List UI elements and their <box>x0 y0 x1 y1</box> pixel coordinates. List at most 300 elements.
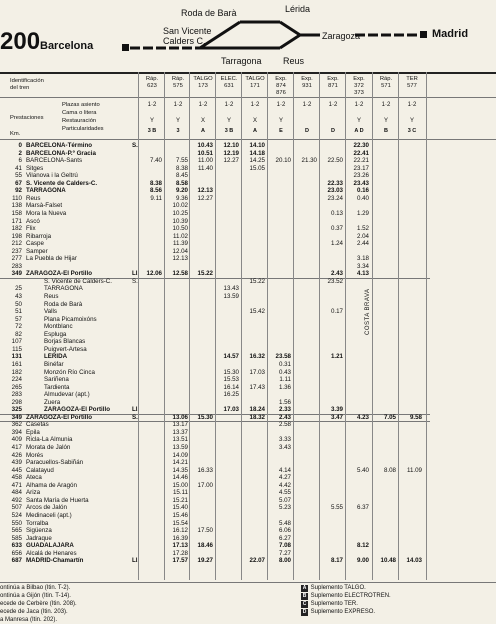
row-time: 23.52 <box>327 277 343 285</box>
row-time: 12.04 <box>172 247 188 255</box>
row-time: 1.11 <box>279 376 291 384</box>
row-km: 110 <box>12 194 22 202</box>
row-time: 4.23 <box>356 413 369 421</box>
km-label: Km. <box>10 131 21 137</box>
row-km: 161 <box>11 360 22 368</box>
row-km: 57 <box>15 315 22 323</box>
row-time: 15.30 <box>223 368 239 376</box>
row-time: 14.25 <box>249 157 265 165</box>
row-km: 550 <box>11 519 22 527</box>
row-station: Alhama de Aragón <box>26 481 77 489</box>
row-time: 23.26 <box>353 172 369 180</box>
row-time: 1.56 <box>278 398 291 406</box>
row-km: 585 <box>11 534 22 542</box>
row-time: 3.39 <box>330 406 343 414</box>
row-time: 12.13 <box>172 255 188 263</box>
row-time: 17.43 <box>249 383 265 391</box>
row-time: 12.13 <box>197 187 213 195</box>
row-time: 16.33 <box>197 466 213 474</box>
row-station: MADRID-Chamartín <box>26 557 84 565</box>
train-particularities: 3 B <box>147 128 157 134</box>
row-station: La Puebla de Hijar <box>26 255 77 263</box>
row-km: 524 <box>11 511 22 519</box>
train-type: Ráp. <box>171 76 185 82</box>
row-time: 9.58 <box>409 413 422 421</box>
row-station: Ariza <box>26 489 41 497</box>
via-san-vicente: San Vicente <box>163 26 212 36</box>
prestaciones-label: Prestaciones <box>10 115 44 121</box>
row-km: 171 <box>11 217 22 225</box>
row-time: 10.25 <box>172 209 188 217</box>
row-time: 18.32 <box>249 413 265 421</box>
destination-label: Madrid <box>432 28 469 40</box>
row-station: Marsà-Falset <box>26 202 63 210</box>
train-particularities: B <box>384 128 388 134</box>
row-time: 19.27 <box>197 557 213 565</box>
row-km: 417 <box>11 444 22 451</box>
supplement-symbol-icon: D <box>302 609 307 615</box>
row-km: 138 <box>11 202 22 210</box>
train-catering: X <box>200 118 205 124</box>
row-time: 16.25 <box>223 391 239 399</box>
row-time: 8.12 <box>356 542 369 550</box>
column-rule <box>138 72 139 580</box>
row-time: 14.03 <box>406 557 422 565</box>
row-station: Alcalá de Henares <box>26 549 77 557</box>
row-time: 2.43 <box>278 413 291 421</box>
footnote-right <box>300 600 358 608</box>
row-time: 3.43 <box>278 444 291 451</box>
row-station: Ateca <box>26 474 42 482</box>
row-station: Puigvert-Artesa <box>44 345 87 353</box>
row-km: 198 <box>11 232 22 240</box>
row-station: Sariñena <box>44 376 69 384</box>
row-km: 82 <box>15 330 22 338</box>
row-time: 10.39 <box>172 217 188 225</box>
row-km: 182 <box>11 368 22 376</box>
row-time: 14.10 <box>249 142 265 149</box>
train-seats: 1·2 <box>198 102 208 108</box>
row-km: 72 <box>15 323 22 331</box>
row-time: 11.02 <box>172 232 188 240</box>
train-number: 171 <box>250 83 260 89</box>
row-time: 14.35 <box>172 466 188 474</box>
row-km: 349 <box>11 413 22 421</box>
row-station: Ribarroja <box>26 232 52 240</box>
row-time: 12.06 <box>146 270 162 278</box>
footnote-left: a Manresa (Itin. 202). <box>0 617 58 623</box>
row-station: Casetas <box>26 421 49 429</box>
row-time: 8.56 <box>149 187 162 195</box>
table-number: 200 <box>0 28 41 55</box>
row-time: 23.03 <box>327 187 343 195</box>
row-station: Calatayud <box>26 466 54 474</box>
row-station: Reus <box>44 293 59 300</box>
column-rule <box>189 72 190 580</box>
row-km: 55 <box>15 172 22 180</box>
train-type: TALGO <box>193 76 213 82</box>
row-time: 18.24 <box>249 406 265 414</box>
column-rule <box>398 72 399 580</box>
row-km: 445 <box>11 466 22 474</box>
service-label-catering: Restauración <box>62 118 97 124</box>
train-seats: 1·2 <box>381 102 391 108</box>
footnote-right <box>300 592 391 600</box>
row-station: BARCELONA-P.º Gracia <box>26 149 96 157</box>
train-seats: 1·2 <box>302 102 312 108</box>
train-number: 577 <box>407 83 417 89</box>
row-time: 4.55 <box>278 489 291 497</box>
train-number: 575 <box>173 83 183 89</box>
row-time: 14.46 <box>172 474 188 482</box>
footnote-left: ontinúa a Gijón (Itin. T-14). <box>0 593 71 599</box>
train-type: TALGO <box>245 76 265 82</box>
row-time: 15.11 <box>172 489 188 497</box>
row-time: 23.58 <box>275 353 291 361</box>
row-time: 6.27 <box>278 534 291 542</box>
header-rule-bottom <box>0 139 496 140</box>
row-time: 22.07 <box>249 557 265 565</box>
train-seats: 1·2 <box>354 102 364 108</box>
row-time: 1.29 <box>356 209 369 217</box>
row-time: 9.36 <box>175 194 188 202</box>
supplement-symbol-icon: A <box>302 585 307 591</box>
row-km: 41 <box>15 164 22 172</box>
train-number: 372 373 <box>354 83 364 96</box>
row-km: 92 <box>15 187 22 195</box>
row-time: 7.55 <box>175 157 188 165</box>
train-catering: Y <box>175 118 180 124</box>
row-time: 17.00 <box>197 481 213 489</box>
service-label-sleeper: Cama o litera <box>62 110 97 116</box>
row-km: 224 <box>11 376 22 384</box>
row-km: 362 <box>11 421 22 429</box>
row-time: 0.43 <box>278 368 291 376</box>
row-time: 22.50 <box>327 157 343 165</box>
row-km: 0 <box>18 142 22 149</box>
row-km: 67 <box>15 179 22 187</box>
row-station: Montblanc <box>44 323 73 331</box>
row-station: Reus <box>26 194 41 202</box>
row-time: 4.14 <box>278 466 291 474</box>
row-time: 8.00 <box>278 557 291 565</box>
via-roda: Roda de Barà <box>181 8 237 18</box>
row-time: 3.34 <box>356 262 369 270</box>
row-station: Torralba <box>26 519 49 527</box>
row-time: 14.21 <box>172 459 188 467</box>
row-time: 23.17 <box>353 164 369 172</box>
row-time: 3.47 <box>330 413 343 421</box>
row-time: 13.43 <box>223 285 239 293</box>
row-marker: S. <box>132 142 138 149</box>
row-time: 0.16 <box>356 187 369 195</box>
row-time: 13.17 <box>172 421 188 429</box>
train-particularities: E <box>279 128 283 134</box>
train-number: 173 <box>198 83 208 89</box>
train-number: 631 <box>224 83 234 89</box>
via-calders: Calders C. <box>163 36 206 46</box>
origin-label: Barcelona <box>40 40 94 52</box>
row-time: 1.24 <box>330 240 343 248</box>
footer-rule <box>0 582 496 583</box>
row-time: 11.40 <box>197 164 213 172</box>
train-seats: 1·2 <box>147 102 157 108</box>
row-time: 16.14 <box>223 383 239 391</box>
row-time: 10.02 <box>172 202 188 210</box>
row-km: 51 <box>15 308 22 316</box>
costa-brava-note: COSTA BRAVA <box>365 288 371 335</box>
row-station: Morata de Jalón <box>26 444 71 451</box>
supplement-symbol-icon: C <box>302 601 307 607</box>
supplement-text: Suplemento EXPRESO. <box>309 609 376 615</box>
row-time: 10.48 <box>380 557 396 565</box>
row-station: Caspe <box>26 240 44 248</box>
row-station: Monzón Río Cinca <box>44 368 95 376</box>
train-catering: Y <box>356 118 361 124</box>
row-km: 50 <box>15 300 22 308</box>
footnote-left: ecede de Cerbère (Itin. 208). <box>0 601 77 607</box>
row-time: 13.06 <box>172 413 188 421</box>
row-station: Jadraque <box>26 534 52 542</box>
column-rule <box>426 72 427 580</box>
row-station: LÉRIDA <box>44 353 68 361</box>
train-number: 871 <box>328 83 338 89</box>
row-time: 10.51 <box>197 149 213 157</box>
footnote-right <box>300 584 366 592</box>
row-time: 1.21 <box>330 353 343 361</box>
row-time: 7.05 <box>383 413 396 421</box>
train-catering: Y <box>226 118 231 124</box>
row-time: 15.22 <box>249 277 265 285</box>
row-time: 11.09 <box>406 466 422 474</box>
row-time: 15.30 <box>197 413 213 421</box>
train-particularities: 3 <box>176 128 180 134</box>
row-time: 22.21 <box>353 157 369 165</box>
row-time: 4.13 <box>356 270 369 278</box>
row-time: 1.52 <box>356 225 369 233</box>
row-station: S. Vicente de Calders-C. <box>44 277 112 285</box>
row-time: 13.37 <box>172 428 188 436</box>
train-particularities: D <box>331 128 335 134</box>
row-km: 283 <box>11 391 22 399</box>
row-time: 0.13 <box>330 209 343 217</box>
row-km: 633 <box>11 542 22 550</box>
row-station: Mora la Nueva <box>26 209 67 217</box>
row-time: 4.42 <box>278 481 291 489</box>
row-time: 8.08 <box>383 466 396 474</box>
row-station: Roda de Barà <box>44 300 83 308</box>
row-time: 14.09 <box>172 451 188 459</box>
column-rule <box>215 72 216 580</box>
column-rule <box>267 72 268 580</box>
row-marker: Ll. <box>132 406 140 414</box>
row-time: 22.41 <box>353 149 369 157</box>
row-time: 2.44 <box>356 240 369 248</box>
train-particularities: 3 C <box>407 128 417 134</box>
row-time: 17.57 <box>172 557 188 565</box>
row-time: 8.58 <box>175 179 188 187</box>
train-number: 931 <box>302 83 312 89</box>
row-time: 22.33 <box>327 179 343 187</box>
row-time: 17.28 <box>172 549 188 557</box>
via-tarragona: Tarragona <box>221 56 262 66</box>
column-rule <box>345 72 346 580</box>
row-station: Arcos de Jalón <box>26 504 67 512</box>
supplement-symbol-icon: B <box>302 593 307 599</box>
row-time: 14.18 <box>249 149 265 157</box>
row-time: 23.24 <box>327 194 343 202</box>
row-km: 265 <box>11 383 22 391</box>
row-station: ZARAGOZA-El Portillo <box>26 413 92 421</box>
row-km: 43 <box>15 293 22 300</box>
train-type: Ráp. <box>379 76 393 82</box>
row-station: BARCELONA-Sants <box>26 157 83 165</box>
row-time: 9.20 <box>175 187 188 195</box>
row-marker: Ll. <box>132 557 140 565</box>
row-time: 10.50 <box>172 225 188 233</box>
header-rule-mid <box>0 97 496 98</box>
row-km: 565 <box>11 527 22 535</box>
train-catering: X <box>252 118 257 124</box>
row-time: 8.45 <box>175 172 188 180</box>
row-time: 2.43 <box>330 270 343 278</box>
service-label-notes: Particularidades <box>62 126 104 132</box>
column-rule <box>319 72 320 580</box>
row-time: 15.54 <box>172 519 188 527</box>
footnote-right <box>300 608 375 616</box>
train-particularities: A D <box>354 128 364 134</box>
row-km: 298 <box>11 398 22 406</box>
row-km: 507 <box>11 504 22 512</box>
row-time: 11.39 <box>172 240 188 248</box>
row-time: 15.40 <box>172 504 188 512</box>
row-time: 15.21 <box>172 496 188 504</box>
train-catering: Y <box>383 118 388 124</box>
header-rule-top <box>0 72 496 74</box>
row-time: 0.17 <box>330 308 343 316</box>
column-rule <box>293 72 294 580</box>
train-catering: Y <box>278 118 283 124</box>
row-time: 22.30 <box>353 142 369 149</box>
row-time: 11.00 <box>197 157 213 165</box>
row-km: 349 <box>11 270 22 278</box>
row-station: S. Vicente de Calders-C. <box>26 179 98 187</box>
row-km: 492 <box>11 496 22 504</box>
row-km: 656 <box>11 549 22 557</box>
row-marker: S. <box>132 413 138 421</box>
row-time: 15.05 <box>249 164 265 172</box>
row-station: Ricla-La Almunia <box>26 436 73 444</box>
row-km: 409 <box>11 436 22 444</box>
column-rule <box>164 72 165 580</box>
row-time: 17.50 <box>197 527 213 535</box>
row-time: 9.11 <box>150 194 162 202</box>
row-time: 17.13 <box>172 542 188 550</box>
train-seats: 1·2 <box>328 102 338 108</box>
train-id-label: Identificación del tren <box>10 78 44 91</box>
row-time: 2.33 <box>278 406 291 414</box>
train-type: Exp. <box>327 76 339 82</box>
timetable-row <box>0 557 496 565</box>
row-time: 8.17 <box>330 557 343 565</box>
row-time: 2.04 <box>356 232 369 240</box>
row-station: Borjas Blancas <box>44 338 86 346</box>
train-particularities: D <box>305 128 309 134</box>
row-time: 12.19 <box>223 149 239 157</box>
train-particularities: A <box>201 128 205 134</box>
row-time: 12.10 <box>223 142 239 149</box>
row-time: 15.00 <box>172 481 188 489</box>
column-rule <box>241 72 242 580</box>
via-reus: Reus <box>283 56 305 66</box>
train-particularities: 3 B <box>224 128 234 134</box>
row-km: 115 <box>12 345 22 353</box>
train-number: 571 <box>381 83 391 89</box>
row-station: Medinaceli (apt.) <box>26 511 72 519</box>
row-time: 5.07 <box>278 496 291 504</box>
row-time: 14.57 <box>223 353 239 361</box>
row-station: ZARAGOZA-El Portillo <box>44 406 110 414</box>
row-time: 5.23 <box>278 504 291 512</box>
row-km: 283 <box>11 262 22 270</box>
row-time: 16.32 <box>249 353 265 361</box>
row-time: 4.27 <box>278 474 291 482</box>
row-km: 131 <box>11 353 22 361</box>
row-time: 16.39 <box>172 534 188 542</box>
row-time: 15.42 <box>249 308 265 316</box>
row-km: 212 <box>11 240 22 248</box>
row-time: 5.40 <box>356 466 369 474</box>
row-station: ZARAGOZA-El Portillo <box>26 270 92 278</box>
row-station: TARRAGONA <box>44 285 83 293</box>
footnote-left: ecede de Jaca (Itin. 203). <box>0 609 68 615</box>
row-station: Zuera <box>44 398 61 406</box>
row-km: 25 <box>15 285 22 293</box>
row-station: Paracuellos-Sabiñán <box>26 459 84 467</box>
row-marker: Ll. <box>132 270 140 278</box>
via-zaragoza: Zaragoza <box>322 31 361 41</box>
row-km: 439 <box>11 459 22 467</box>
row-time: 8.38 <box>175 164 188 172</box>
row-km: 325 <box>11 406 22 414</box>
train-type: ELEC. <box>220 76 238 82</box>
train-seats: 1·2 <box>250 102 260 108</box>
row-time: 17.03 <box>249 368 265 376</box>
train-seats: 1·2 <box>276 102 286 108</box>
row-time: 3.33 <box>278 436 291 444</box>
row-time: 7.27 <box>278 549 291 557</box>
row-station: Santa María de Huerta <box>26 496 89 504</box>
row-km: 687 <box>11 557 22 565</box>
row-time: 12.27 <box>223 157 239 165</box>
row-km: 107 <box>11 338 22 346</box>
column-rule <box>372 72 373 580</box>
row-time: 3.18 <box>356 255 369 263</box>
row-km: 458 <box>11 474 22 482</box>
supplement-text: Suplemento TALGO. <box>309 585 366 591</box>
service-label-seats: Plazas asiento <box>62 102 100 108</box>
row-time: 15.46 <box>172 511 188 519</box>
row-km: 484 <box>11 489 22 497</box>
train-catering: Y <box>149 118 154 124</box>
row-station: Tardienta <box>44 383 70 391</box>
train-seats: 1·2 <box>224 102 234 108</box>
row-station: Valls <box>44 308 57 316</box>
row-marker: S. <box>132 277 138 285</box>
row-station: Espluga <box>44 330 67 338</box>
row-time: 15.22 <box>197 270 213 278</box>
row-time: 13.59 <box>223 293 239 300</box>
